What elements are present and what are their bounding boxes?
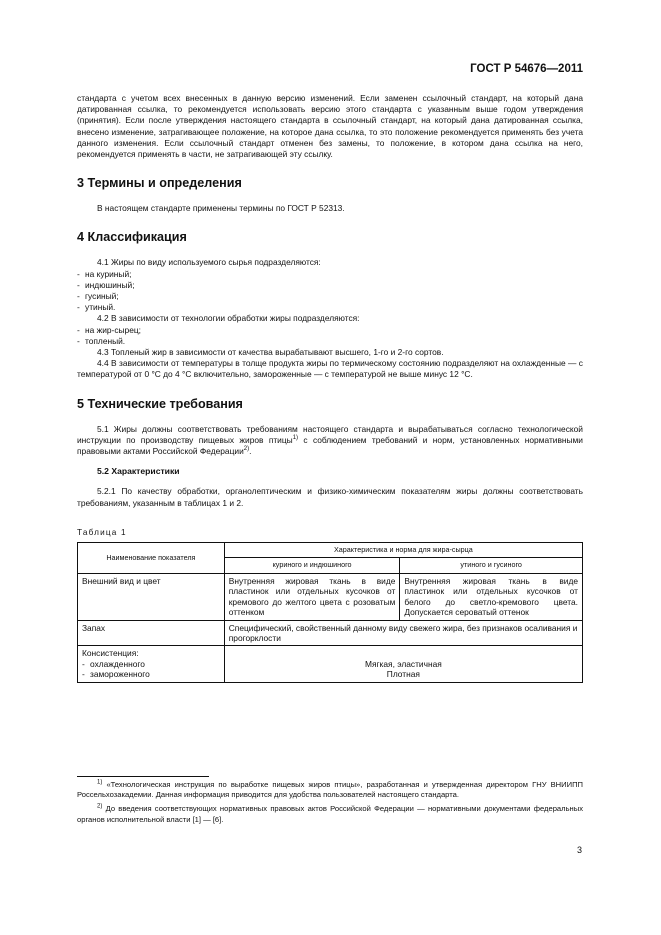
footnote-1: $^{1)}$ «Технологическая инструкция по выработке пищевых жиров птицы», разработанная и утвержденная директором ГНУ ВНИИПП Россельхозакадемии. Данная информация приводится для удобства пользователей настоящего стандарта.: [77, 779, 583, 800]
header-chicken-turkey: куриного и индюшиного: [224, 558, 400, 573]
footnote-ref-2[interactable]: 2): [243, 446, 250, 453]
table-1: [77, 542, 583, 682]
list-item: - на куриный;: [77, 268, 132, 279]
section-4-title: 4 Классификация: [77, 230, 187, 245]
row-name: Внешний вид и цвет: [78, 573, 225, 620]
list-item: - гусиный;: [77, 291, 119, 302]
clause-4-3: 4.3 Топленый жир в зависимости от качества вырабатывают высшего, 1-го и 2-го сортов.: [97, 347, 444, 358]
clause-5-1: 5.1 Жиры должны соответствовать требованиям настоящего стандарта и вырабатываться согласно технологической инструкции по производству пищевых жиров птицы$^{1)}$ с соблюдением требований и норм, установленных нормативными правовыми актами Российской Федерации$^{2)}$.: [77, 423, 583, 457]
list-item: - на жир-сырец;: [77, 324, 141, 335]
list-item: - утиный.: [77, 302, 116, 313]
header-indicator-name: Наименование показателя: [78, 543, 225, 574]
footnote-ref-1[interactable]: 1): [292, 435, 299, 442]
footnote-2: $^{2)}$ До введения соответствующих нормативных правовых актов Российской Федерации — нормативными документами федеральных органов исполнительной власти [1] — [6].: [77, 803, 583, 824]
header-group: Характеристика и норма для жира-сырца: [224, 543, 582, 558]
clause-5-2-1: 5.2.1 По качеству обработки, органолептическим и физико-химическим показателям жиры должны соответствовать требованиям, указанным в таблицах 1 и 2.: [77, 486, 583, 508]
section-3-text: В настоящем стандарте применены термины по ГОСТ Р 52313.: [97, 203, 345, 214]
list-item: - индюшиный;: [77, 279, 135, 290]
list-item: - топленый.: [77, 335, 126, 346]
row-name: Запах: [78, 620, 225, 646]
row-name: Консистенция: - охлажденного - замороженного: [78, 646, 225, 682]
clause-4-4: 4.4 В зависимости от температуры в толще продукта жиры по термическому состоянию подразделяют на охлажденные — с температурой от 0 °С до 4 °С включительно, замороженные — с температурой не выше минус 12 °С.: [77, 358, 583, 380]
main-content: [77, 93, 583, 683]
cell-value: Внутренняя жировая ткань в виде пластинок или отдельных кусочков от белого до светло-кремового цвета. Допускается сероватый оттенок: [400, 573, 583, 620]
cell-value: Мягкая, эластичная Плотная: [224, 646, 582, 682]
cell-value: Внутренняя жировая ткань в виде пластинок или отдельных кусочков от кремового до желтого цвета с розоватым оттенком: [224, 573, 400, 620]
footnotes: [77, 776, 583, 829]
subsection-5-2-title: 5.2 Характеристики: [97, 466, 180, 477]
cell-value: Специфический, свойственный данному виду свежего жира, без признаков осаливания и прогорклости: [224, 620, 582, 646]
section-5-title: 5 Технические требования: [77, 396, 243, 411]
table-row: [78, 620, 583, 646]
footnote-divider: [77, 776, 209, 777]
document-id: ГОСТ Р 54676—2011: [470, 63, 583, 75]
clause-4-2: 4.2 В зависимости от технологии обработки жиры подразделяются:: [97, 313, 360, 324]
header-duck-goose: утиного и гусиного: [400, 558, 583, 573]
intro-paragraph: стандарта с учетом всех внесенных в данную версию изменений. Если заменен ссылочный стандарт, на который дана датированная ссылка, то рекомендуется использовать версию этого стандарта с указанным выше годом утверждения (принятия). Если после утверждения настоящего стандарта в ссылочный стандарт, на который дана датированная ссылка, внесено изменение, затрагивающее положение, на которое дана ссылка, то это положение рекомендуется применять без учета данного изменения. Если ссылочный стандарт отменен без замены, то положение, в котором дана ссылка на него, рекомендуется применять в части, не затрагивающей эту ссылку.: [77, 93, 583, 160]
section-3-title: 3 Термины и определения: [77, 176, 242, 191]
table-row: [78, 573, 583, 620]
table-caption: Таблица 1: [77, 527, 127, 537]
clause-4-1: 4.1 Жиры по виду используемого сырья подразделяются:: [97, 257, 321, 268]
table-row: [78, 646, 583, 682]
page-number: 3: [576, 845, 582, 855]
